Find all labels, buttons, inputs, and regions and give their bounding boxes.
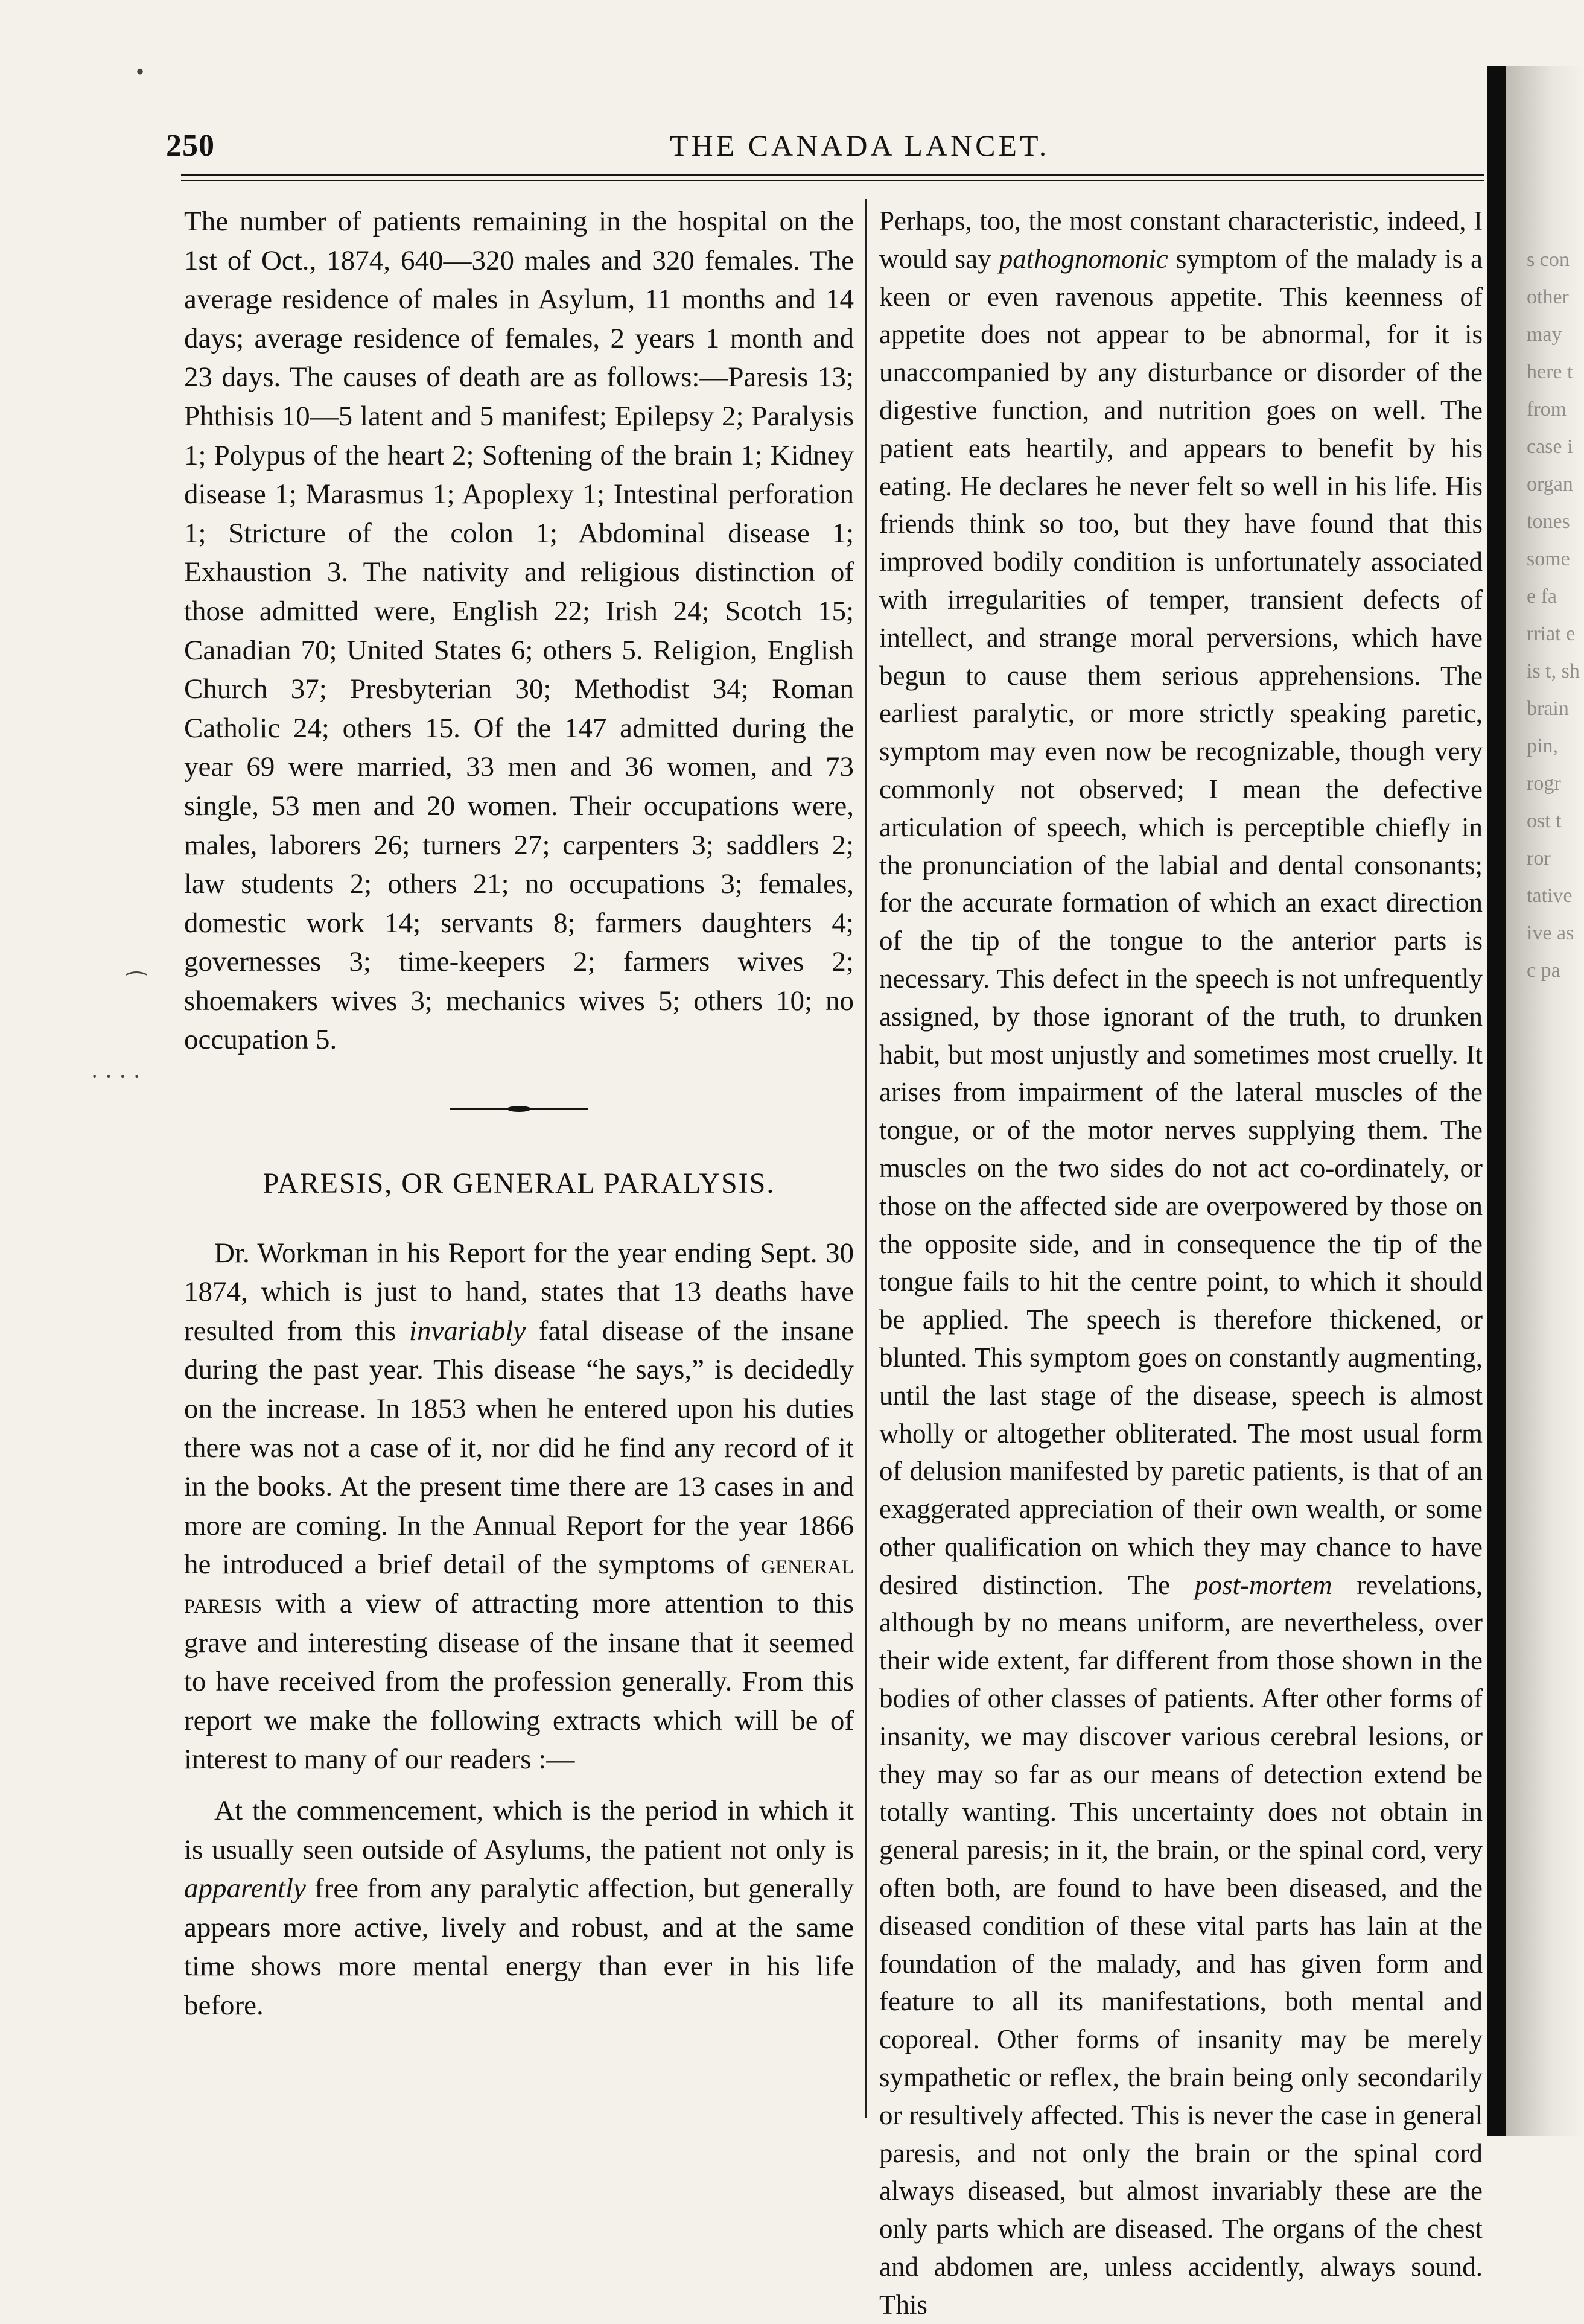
- page-number: 250: [166, 129, 215, 163]
- margin-dot-mark: •: [136, 58, 145, 85]
- commencement-paragraph: [184, 1791, 854, 2025]
- header-rule: [181, 174, 1484, 176]
- text-run: At the commencement, which is the period in which it is usually seen outside of Asylums, the patient not only is: [184, 1794, 854, 1865]
- column-rule: [865, 199, 867, 2118]
- smallcaps-run: general paresis: [184, 1549, 854, 1619]
- text-run: fatal disease of the insane during the past year. This disease “he says,” is decidedly on the increase. In 1853 when he entered upon his duties there was not a case of it, nor did he find any record of it in the books. At the present time there are 13 cases in and more are coming. In the Annual Report for the year 1866 he introduced a brief detail of the symptoms of: [184, 1315, 854, 1581]
- margin-pencil-dots: · · · ·: [91, 1062, 141, 1090]
- text-run: Dr. Workman in his Report for the year ending Sept. 30 1874, which is just to hand, states that 13 deaths have resulted from this: [184, 1237, 854, 1347]
- section-heading: PARESIS, OR GENERAL PARALYSIS.: [262, 1167, 775, 1200]
- workman-report-paragraph: [184, 1234, 854, 1779]
- running-head: THE CANADA LANCET.: [670, 129, 1050, 162]
- symptoms-paragraph: [879, 202, 1483, 2324]
- text-run: symptom of the malady is a keen or even ravenous appetite. This keenness of appetite does not appear to be abnormal, for it is unaccompanied by any disturbance or disorder of the digestive function, and nutrition goes on well. The patient eats heartily, and appears to benefit by his eating. He declares he never felt so well in his life. His friends think so too, but they have found that this improved bodily condition is unfortunately associated with irregularities of temper, transient defects of intellect, and strange moral perversions, which have begun to cause them serious apprehensions. The earliest paralytic, or more strictly speaking paretic, symptom may even now be recognizable, though very commonly not observed; I mean the defective articulation of speech, which is perceptible chiefly in the pronunciation of the labial and dental consonants; for the accurate formation of which an exact direction of the tip of the tongue to the anterior parts is necessary. This defect in the speech is not unfrequently assigned, by those ignorant of the truth, to drunken habit, but most unjustly and sometimes most cruelly. It arises from impairment of the lateral muscles of the tongue, or of the motor nerves supplying them. The muscles on the two sides do not act co-ordinately, or those on the affected side are overpowered by those on the opposite side, and in consequence the tip of the tongue fails to hit the centre point, to which it should be applied. The speech is therefore thickened, or blunted. This symptom goes on constantly augmenting, until the last stage of the disease, speech is almost wholly or altogether obliterated. The most usual form of delusion manifested by paretic patients, is that of an exaggerated appreciation of their own wealth, or some other qualification on which they may chance to have desired distinction. The: [879, 243, 1483, 1600]
- asylum-statistics-paragraph: The number of patients remaining in the hospital on the 1st of Oct., 1874, 640—320 males and 320 females. The average residence of males in Asylum, 11 months and 14 days; average residence of females, 2 years 1 month and 23 days. The causes of death are as follows:—Paresis 13; Phthisis 10—5 latent and 5 manifest; Epilepsy 2; Paralysis 1; Polypus of the heart 2; Softening of the brain 1; Kidney disease 1; Marasmus 1; Apoplexy 1; Intestinal perforation 1; Stricture of the colon 1; Abdominal disease 1; Exhaustion 3. The nativity and religious distinction of those admitted were, English 22; Irish 24; Scotch 15; Canadian 70; United States 6; others 5. Religion, English Church 37; Presbyterian 30; Methodist 34; Roman Catholic 24; others 15. Of the 147 admitted during the year 69 were married, 33 men and 36 women, and 73 single, 53 men and 20 women. Their occupations were, males, laborers 26; turners 27; carpenters 3; saddlers 2; law students 2; others 21; no occupations 3; females, domestic work 14; servants 8; farmers daughters 4; governesses 3; time-keepers 2; farmers wives 2; shoemakers wives 3; mechanics wives 5; others 10; no occupation 5.: [184, 206, 854, 1056]
- italic-run: post-mortem: [1194, 1569, 1332, 1600]
- italic-run: apparently: [184, 1873, 306, 1905]
- bleed-through-text: s con other may here t from case i organ tones some e fa rriat e is t, sh brain pin, rogr ost t ror tative ive as c pa: [1527, 249, 1580, 982]
- text-run: revelations, although by no means uniform, are nevertheless, over their wide extent, far different from those shown in the bodies of other classes of patients. After other forms of insanity, we may discover various cerebral lesions, or they may so far as our means of detection extend be totally wanting. This uncertainty does not obtain in general paresis; in it, the brain, or the spinal cord, very often both, are found to have been diseased, and the diseased condition of these vital parts has lain at the foundation of the malady, and has given form and feature to all its manifestations, both mental and coporeal. Other forms of insanity may be merely sympathetic or reflex, the brain being only secondarily or resultively affected. This is never the case in general paresis, and not only the brain or the spinal cord always diseased, but almost invariably these are the only parts which are diseased. The organs of the chest and abdomen are, unless accidently, always sound. This: [879, 1569, 1483, 2320]
- margin-pencil-mark: ⁀: [127, 972, 147, 999]
- binding-shadow-edge: [1487, 66, 1506, 2136]
- right-column: [879, 202, 1483, 2324]
- header-rule-thin: [181, 180, 1484, 181]
- italic-run: invariably: [409, 1315, 526, 1347]
- text-run: with a view of attracting more attention to this grave and interesting disease of the insane that it seemed to have received from the profession generally. From this report we make the following extracts which will be of interest to many of our readers :—: [184, 1588, 854, 1776]
- italic-run: pathognomonic: [999, 243, 1168, 274]
- text-run: Perhaps, too, the most constant characteristic, indeed, I would say: [879, 206, 1483, 274]
- section-divider-ornament: [450, 1102, 588, 1116]
- left-column: [184, 202, 854, 2025]
- text-run: free from any paralytic affection, but generally appears more active, lively and robust, and at the same time shows more mental energy than ever in his life before.: [184, 1873, 854, 2021]
